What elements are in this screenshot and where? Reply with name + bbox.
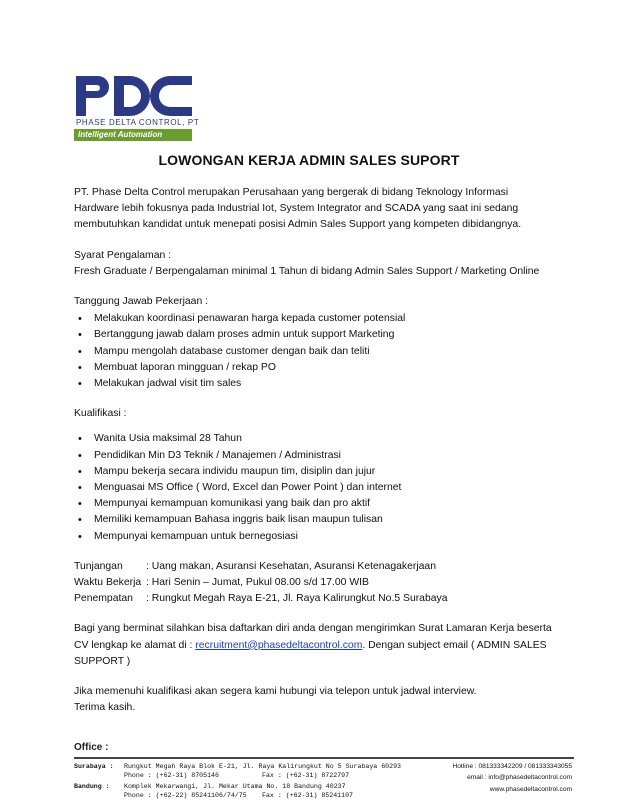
info-row-waktu [74,575,554,591]
logo-company-name: PHASE DELTA CONTROL, PT [76,118,200,127]
intro-paragraph: PT. Phase Delta Control merupakan Perusahaan yang bergerak di bidang Teknology Informasi Hardware lebih fokusnya pada Industrial Iot, System Integrator and SCADA yang saat ini sedang membutuhkan kandidat untuk menepati posisi Admin Sales Support yang kompeten dibidangnya. [74,187,522,231]
list-item: • Menguasai MS Office ( Word, Excel dan Power Point ) dan internet [74,480,554,496]
logo-tagline: Intelligent Automation [74,129,192,141]
document-body [74,185,554,716]
info-key: Waktu Bekerja [74,577,142,589]
info-value: : Uang makan, Asuransi Kesehatan, Asuransi Ketenagakerjaan [146,560,436,572]
bandung-label: Bandung : [74,783,110,790]
office-label: Office : [74,742,109,753]
info-row-penempatan [74,591,554,607]
info-value: : Hari Senin – Jumat, Pukul 08.00 s/d 17.00 WIB [146,577,369,589]
bandung-fax: Fax : (+62-31) 85241107 [262,792,354,799]
list-item: • Mampu mengolah database customer dengan baik dan teliti [74,344,554,360]
tanggung-list [74,311,554,392]
hotline-text: Hotline : 081333342209 / 081333343055 [452,763,572,770]
apply-text: Bagi yang berminat silahkan bisa daftarkan diri anda dengan mengirimkan Surat Lamaran Kerja beserta CV lengkap ke alamat di : [74,623,552,651]
syarat-heading: Syarat Pengalaman : [74,249,172,261]
bandung-phone: Phone : (+62-22) 85241106/74/75 [124,792,247,799]
bandung-address: Komplek Mekarwangi, Jl. Mekar Utama No. 18 Bandung 40237 [124,783,346,790]
apply-subject-text: . Dengan subject email ( ADMIN SALES SUPPORT ) [74,639,547,667]
footer-divider [74,757,574,759]
surabaya-label: Surabaya : [74,763,114,770]
surabaya-phone: Phone : (+62-31) 8705146 [124,772,219,779]
thanks-text: Terima kasih. [74,702,136,714]
list-item: • Mampu bekerja secara individu maupun tim, disiplin dan jujur [74,464,554,480]
syarat-text: Fresh Graduate / Berpengalaman minimal 1 Tahun di bidang Admin Sales Support / Marketing Online [74,265,540,277]
closing-text: Jika memenuhi kualifikasi akan segera kami hubungi via telepon untuk jadwal interview. [74,686,477,698]
info-key: Penempatan [74,593,133,605]
kualifikasi-list [74,431,554,544]
list-item: • Melakukan koordinasi penawaran harga kepada customer potensial [74,311,554,327]
list-item: • Pendidikan Min D3 Teknik / Manajemen / Administrasi [74,448,554,464]
recruitment-email-link[interactable]: recruitment@phasedeltacontrol.com [195,639,363,651]
list-item: • Wanita Usia maksimal 28 Tahun [74,431,554,447]
surabaya-address: Rungkut Megah Raya Blok E-21, Jl. Raya Kalirungkut No 5 Surabaya 60293 [124,763,401,770]
info-value: : Rungkut Megah Raya E-21, Jl. Raya Kalirungkut No.5 Surabaya [146,593,448,605]
page-title: LOWONGAN KERJA ADMIN SALES SUPORT [158,152,460,168]
list-item: • Bertanggung jawab dalam proses admin untuk support Marketing [74,327,554,343]
tanggung-heading: Tanggung Jawab Pekerjaan : [74,296,209,308]
company-logo [74,74,234,144]
list-item: • Mempunyai kemampuan untuk bernegosiasi [74,529,554,545]
list-item: • Memiliki kemampuan Bahasa inggris baik lisan maupun tulisan [74,512,554,528]
surabaya-fax: Fax : (+62-31) 8722797 [262,772,350,779]
kualifikasi-heading: Kualifikasi : [74,408,127,420]
apply-paragraph [74,621,554,670]
footer-email: email : info@phasedeltacontrol.com [467,774,572,781]
footer [74,742,574,753]
pdc-logo-mark [74,74,194,118]
info-row-tunjangan [74,559,554,575]
list-item: • Melakukan jadwal visit tim sales [74,376,554,392]
info-key: Tunjangan [74,560,123,572]
list-item: • Mempunyai kemampuan komunikasi yang baik dan pro aktif [74,496,554,512]
list-item: • Membuat laporan mingguan / rekap PO [74,360,554,376]
footer-website: www.phasedeltacontrol.com [489,786,572,793]
